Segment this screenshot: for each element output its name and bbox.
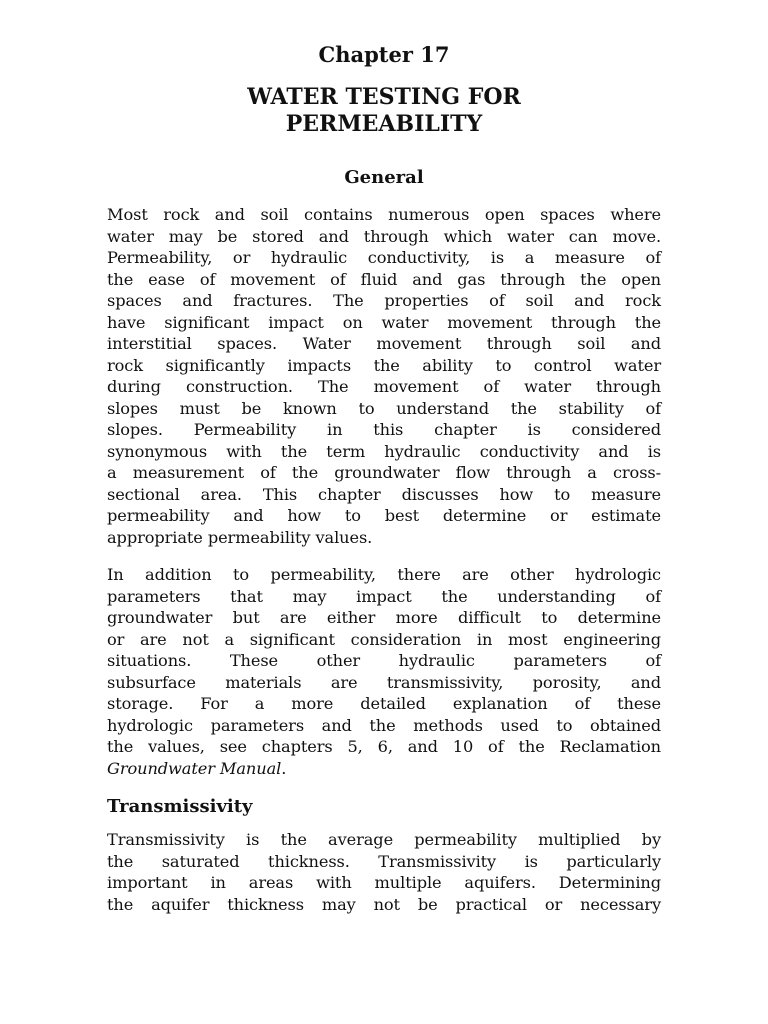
- text-line: rock significantly impacts the ability to control water: [107, 355, 661, 375]
- text-line: slopes must be known to understand the stability of: [107, 398, 661, 418]
- text-line: the ease of movement of fluid and gas through the open: [107, 269, 661, 289]
- text-line: Most rock and soil contains numerous open spaces where: [107, 205, 661, 224]
- text-line: Permeability, or hydraulic conductivity, is a measure of: [107, 248, 661, 267]
- text-line: during construction. The movement of water through: [107, 377, 661, 396]
- text-line: a measurement of the groundwater flow through a cross-: [107, 463, 661, 482]
- document-page: [107, 40, 661, 931]
- paragraph-general-2: [107, 564, 661, 779]
- text-line: synonymous with the term hydraulic conductivity and is: [107, 441, 661, 461]
- section-heading-general: General: [344, 167, 424, 188]
- paragraph-transmissivity: [107, 829, 661, 915]
- text-line: situations. These other hydraulic parameters of: [107, 651, 661, 670]
- text-line: water may be stored and through which water can move.: [107, 226, 661, 246]
- text-line: important in areas with multiple aquifers. Determining: [107, 873, 661, 892]
- text-line: the values, see chapters 5, 6, and 10 of the Reclamation: [107, 737, 661, 756]
- paragraph-general-1: [107, 204, 661, 548]
- chapter-title-line: WATER TESTING FOR: [247, 84, 521, 110]
- text-line: parameters that may impact the understanding of: [107, 586, 661, 606]
- text-line: spaces and fractures. The properties of soil and rock: [107, 291, 661, 310]
- text-line: storage. For a more detailed explanation of these: [107, 694, 661, 713]
- text-line: the saturated thickness. Transmissivity is particularly: [107, 851, 661, 871]
- text-line: permeability and how to best determine or estimate: [107, 506, 661, 525]
- text-line: or are not a significant consideration in most engineering: [107, 629, 661, 649]
- text-line: Transmissivity is the average permeability multiplied by: [107, 830, 661, 849]
- text-line: groundwater but are either more difficult to determine: [107, 608, 661, 627]
- text-line: appropriate permeability values.: [107, 527, 373, 547]
- text-line: the aquifer thickness may not be practical or necessary: [107, 894, 661, 914]
- text-line: subsurface materials are transmissivity, porosity, and: [107, 672, 661, 692]
- text-line: have significant impact on water movement through the: [107, 312, 661, 332]
- chapter-title-line: PERMEABILITY: [285, 111, 483, 137]
- text-line: sectional area. This chapter discusses how to measure: [107, 484, 661, 504]
- text-line: In addition to permeability, there are other hydrologic: [107, 565, 661, 584]
- manual-title-italic: Groundwater Manual: [107, 758, 282, 778]
- text-line: slopes. Permeability in this chapter is considered: [107, 420, 661, 439]
- chapter-title: [107, 84, 661, 138]
- chapter-label: Chapter 17: [318, 42, 450, 67]
- section-heading-transmissivity: Transmissivity: [107, 796, 253, 817]
- sentence-end: .: [281, 758, 287, 778]
- text-line: hydrologic parameters and the methods used to obtained: [107, 715, 661, 735]
- text-line-final: [107, 758, 661, 780]
- text-line: interstitial spaces. Water movement through soil and: [107, 334, 661, 353]
